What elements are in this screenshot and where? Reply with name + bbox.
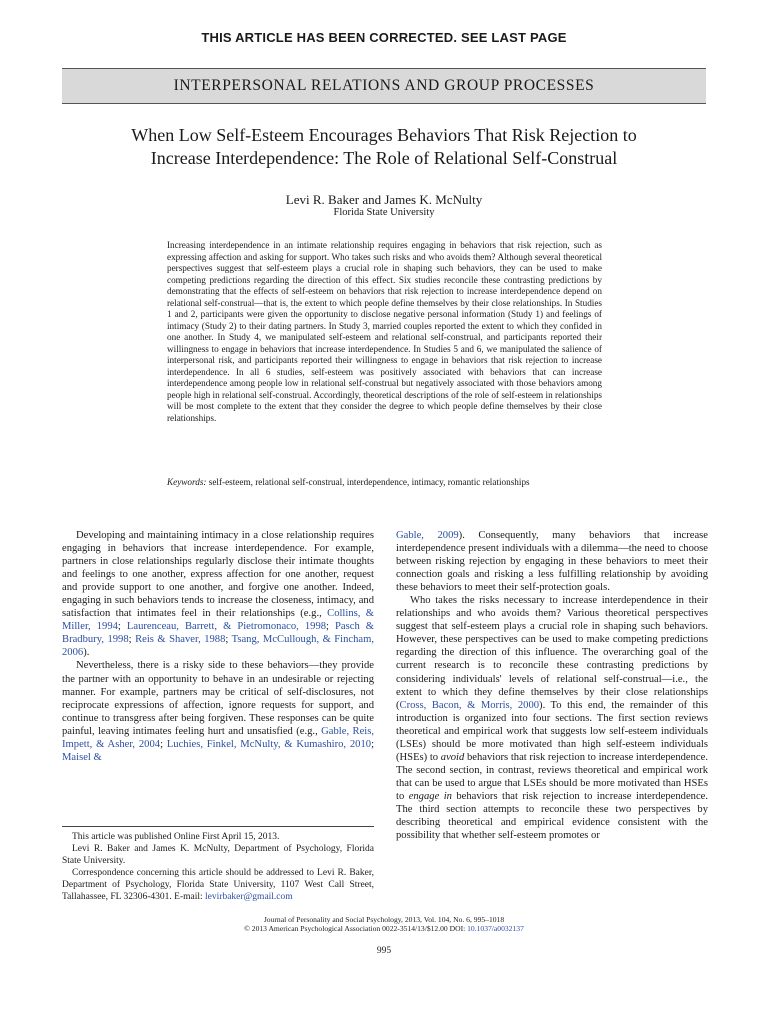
abstract: Increasing interdependence in an intimate relationship requires engaging in behaviors that risk rejection, such as expressing affection and asking for support. Who takes such risks and who avoids them? Although several theoretical perspectives suggest that self-esteem plays a crucial role in shaping such behaviors, they can be used to make competing predictions regarding the direction of this effect. Six studies reconcile these contrasting predictions by demonstrating that the effects of self-esteem on behaviors that risk rejection to increase interdependence depend on relational self-construal—that is, the extent to which people define themselves by their close relationships. In Studies 1 and 2, participants were given the opportunity to disclose negative personal information (Study 1) and feelings of intimacy (Study 2) to their dating partners. In Study 3, married couples reported the extent to which they confided in one another. In Study 4, we manipulated self-esteem and relational self-construal, and participants reported their willingness to engage in behaviors that increase interdependence. In Studies 5 and 6, we manipulated the salience of interpersonal risk, and participants reported their willingness to engage in behaviors that risk rejection to increase interdependence. In all 6 studies, self-esteem was positively associated with behaviors that can increase interdependence among people low in relational self-construal but negatively associated with those behaviors among people high in relational self-construal. Accordingly, theoretical descriptions of the role of self-esteem in relationships will be most complete to the extent that they consider the degree to which people define themselves by their close relationships. [167,240,602,423]
keywords-text: self-esteem, relational self-construal, interdependence, intimacy, romantic relationships [208,477,530,487]
citation-link[interactable]: Gable, Reis, Impett, & Asher, 2004 [62,725,374,750]
copyright-line: © 2013 American Psychological Association 0022-3514/13/$12.00 DOI: 10.1037/a0032137 [244,924,524,933]
page-number: 995 [376,946,392,956]
citation-link[interactable]: Maisel & [62,751,102,763]
section-header: INTERPERSONAL RELATIONS AND GROUP PROCESSES [62,68,706,104]
paragraph: Developing and maintaining intimacy in a close relationship requires engaging in behaviors that increase interdependence. For example, partners in close relationships regularly disclose their intimate thoughts and feelings to one another, express affection for one another, request and provide support to one another, and forgive one another. Indeed, engaging in such behaviors tends to increase the closeness, intimacy, and satisfaction that intimates feel in their relationships (e.g., Collins, & Miller, 1994; Laurenceau, Barrett, & Pietromonaco, 1998; Pasch & Bradbury, 1998; Reis & Shaver, 1988; Tsang, McCullough, & Fincham, 2006). [62,530,375,659]
journal-info [0,915,768,933]
citation-link[interactable]: Reis & Shaver, 1988 [135,634,226,646]
citation-link[interactable]: Cross, Bacon, & Morris, 2000 [399,699,540,711]
citation-link[interactable]: Collins, & Miller, 1994 [62,608,375,633]
body-column-right [396,529,708,842]
body-column-left [62,529,374,764]
article-title [60,124,708,170]
doi-link[interactable]: 10.1037/a0032137 [467,924,524,933]
affiliation: Florida State University [333,207,435,218]
citation-link[interactable]: Luchies, Finkel, McNulty, & Kumashiro, 2010 [166,738,372,750]
correction-notice: THIS ARTICLE HAS BEEN CORRECTED. SEE LAST PAGE [201,30,567,45]
citation-link[interactable]: Pasch & Bradbury, 1998 [62,621,375,646]
paragraph: Who takes the risks necessary to increase interdependence in their relationships and who avoids them? Various theoretical perspectives suggest that self-esteem plays a crucial role in shaping such behaviors. However, these perspectives can be used to make competing predictions regarding the direction of this influence. The overarching goal of the current research is to reconcile these contrasting predictions by considering individuals' levels of relational self-construal—i.e., the extent to which they define themselves by their close relationships (Cross, Bacon, & Morris, 2000). To this end, the remainder of this introduction is organized into four sections. The first section reviews theoretical and empirical work that suggests low self-esteem individuals (LSEs) should be more motivated than high self-esteem individuals (HSEs) to avoid behaviors that risk rejection to increase interdependence. The second section, in contrast, reviews theoretical and empirical work that can be used to argue that LSEs should be more motivated than HSEs to engage in behaviors that risk rejection to increase interdependence. The third section attempts to reconcile these two perspectives by describing theoretical and empirical evidence consistent with the possibility that whether self-esteem promotes or [396,595,708,842]
title-line-1: When Low Self-Esteem Encourages Behaviors That Risk Rejection to [131,125,637,145]
footnote: Levi R. Baker and James K. McNulty, Department of Psychology, Florida State University. [62,844,374,866]
keywords [167,477,602,489]
authors: Levi R. Baker and James K. McNulty [285,192,483,207]
paragraph: Gable, 2009). Consequently, many behaviors that increase interdependence present individuals with a dilemma—the need to choose between risking rejection by engaging in these behaviors to meet their connection goals and risking a less fulfilling relationship by avoiding these behaviors to meet their self-protection goals. [396,530,709,594]
keywords-label: Keywords: [167,477,207,487]
journal-citation: Journal of Personality and Social Psychology, 2013, Vol. 104, No. 6, 995–1018 [263,915,505,924]
citation-link[interactable]: Tsang, McCullough, & Fincham, 2006 [62,634,375,659]
footnotes [62,826,374,903]
citation-link[interactable]: Gable, 2009 [396,530,459,541]
email-link[interactable]: levirbaker@gmail.com [205,892,293,902]
title-line-2: Increase Interdependence: The Role of Relational Self-Construal [150,148,618,168]
footnote: This article was published Online First April 15, 2013. [72,832,280,842]
paragraph: Nevertheless, there is a risky side to these behaviors—they provide the partner with an opportunity to behave in an undesirable or rejecting manner. For example, partners may be critical of self-disclosures, not reciprocate expressions of affection, ignore requests for support, and continue to transgress after being forgiven. These responses can be quite painful, leaving intimates feeling hurt and unsatisfied (e.g., Gable, Reis, Impett, & Asher, 2004; Luchies, Finkel, McNulty, & Kumashiro, 2010; Maisel & [62,660,375,763]
citation-link[interactable]: Laurenceau, Barrett, & Pietromonaco, 1998 [126,621,327,633]
footnote: Correspondence concerning this article should be addressed to Levi R. Baker, Department of Psychology, Florida State University, 1107 West Call Street, Tallahassee, FL 32306-4301. E-mail: levirbaker@gmail.com [62,868,374,902]
